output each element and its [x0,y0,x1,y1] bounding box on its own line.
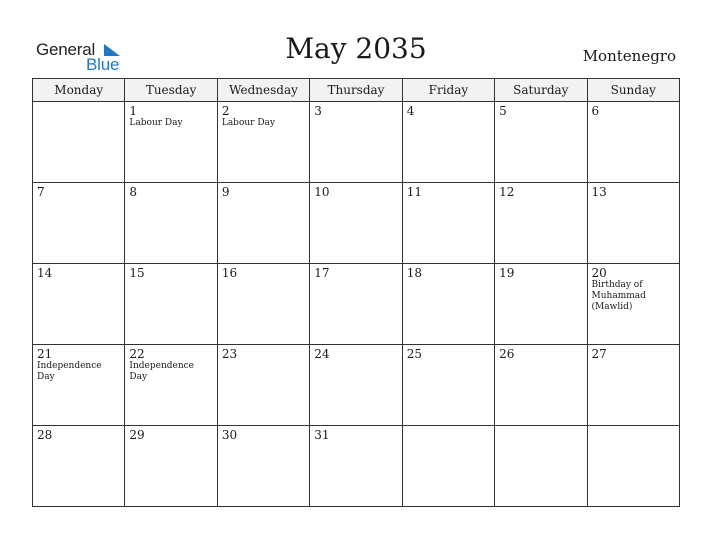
day-cell [495,345,587,426]
day-number: 13 [591,185,607,199]
day-cell [125,183,217,264]
day-number: 30 [221,428,238,442]
day-number: 17 [314,266,330,280]
logo-text-blue: Blue [86,55,120,74]
day-cell [33,264,125,345]
day-cell [587,183,679,264]
day-number: 27 [591,347,607,361]
day-cell [310,183,402,264]
day-number: 5 [499,104,507,118]
holiday-label: Independence Day [37,361,102,382]
day-number: 18 [406,266,422,280]
day-cell [310,102,402,183]
day-cell [587,102,679,183]
day-number: 20 [591,266,607,280]
day-cell [217,426,309,507]
week-row [33,102,680,183]
day-number: 7 [37,185,45,199]
weekday-header-row [33,79,680,102]
week-row [33,264,680,345]
day-cell [125,264,217,345]
holiday-label: Labour Day [129,118,183,128]
day-cell [310,345,402,426]
calendar-grid [32,78,680,507]
day-cell [310,264,402,345]
weekday-header: Wednesday [217,79,309,102]
day-number: 26 [499,347,515,361]
day-cell [495,102,587,183]
holiday-label: Labour Day [221,118,275,128]
day-cell [217,264,309,345]
day-number: 23 [221,347,238,361]
region-label: Montenegro [582,47,676,65]
day-cell [495,264,587,345]
day-cell [33,102,125,183]
day-cell [125,102,217,183]
day-number: 6 [591,104,600,118]
day-number: 19 [499,266,515,280]
day-number: 1 [129,104,138,118]
weekday-header: Saturday [495,79,587,102]
day-number: 15 [129,266,145,280]
day-number: 11 [406,185,422,199]
day-cell [495,183,587,264]
day-cell [402,345,494,426]
day-number: 24 [314,347,330,361]
day-cell [125,345,217,426]
day-cell [33,345,125,426]
day-cell [402,426,494,507]
day-number: 21 [37,347,53,361]
day-number: 14 [37,266,53,280]
day-cell [587,345,679,426]
day-number: 22 [129,347,145,361]
day-number: 10 [314,185,330,199]
day-cell [310,426,402,507]
day-cell [587,426,679,507]
weekday-header: Sunday [587,79,679,102]
day-number: 9 [221,185,230,199]
weekday-header: Monday [33,79,125,102]
day-cell [33,426,125,507]
holiday-label: Birthday of Muhammad (Mawlid) [591,280,646,312]
day-number: 29 [129,428,145,442]
week-row [33,426,680,507]
day-number: 16 [221,266,238,280]
day-number: 28 [37,428,53,442]
holiday-label: Independence Day [129,361,194,382]
weekday-header: Friday [402,79,494,102]
day-cell [402,183,494,264]
day-cell [217,102,309,183]
logo-text-general: General [36,40,96,59]
day-number: 4 [406,104,415,118]
week-row [33,345,680,426]
weekday-header: Tuesday [125,79,217,102]
day-number: 2 [221,104,230,118]
weekday-header: Thursday [310,79,402,102]
day-cell [217,183,309,264]
day-cell [402,102,494,183]
day-number: 31 [314,428,330,442]
day-number: 25 [406,347,422,361]
day-cell [495,426,587,507]
day-cell [587,264,679,345]
day-number: 12 [499,185,515,199]
day-cell [33,183,125,264]
page-title: May 2035 [285,32,427,65]
day-cell [402,264,494,345]
day-cell [217,345,309,426]
day-number: 8 [129,185,138,199]
day-cell [125,426,217,507]
week-row [33,183,680,264]
day-number: 3 [314,104,322,118]
